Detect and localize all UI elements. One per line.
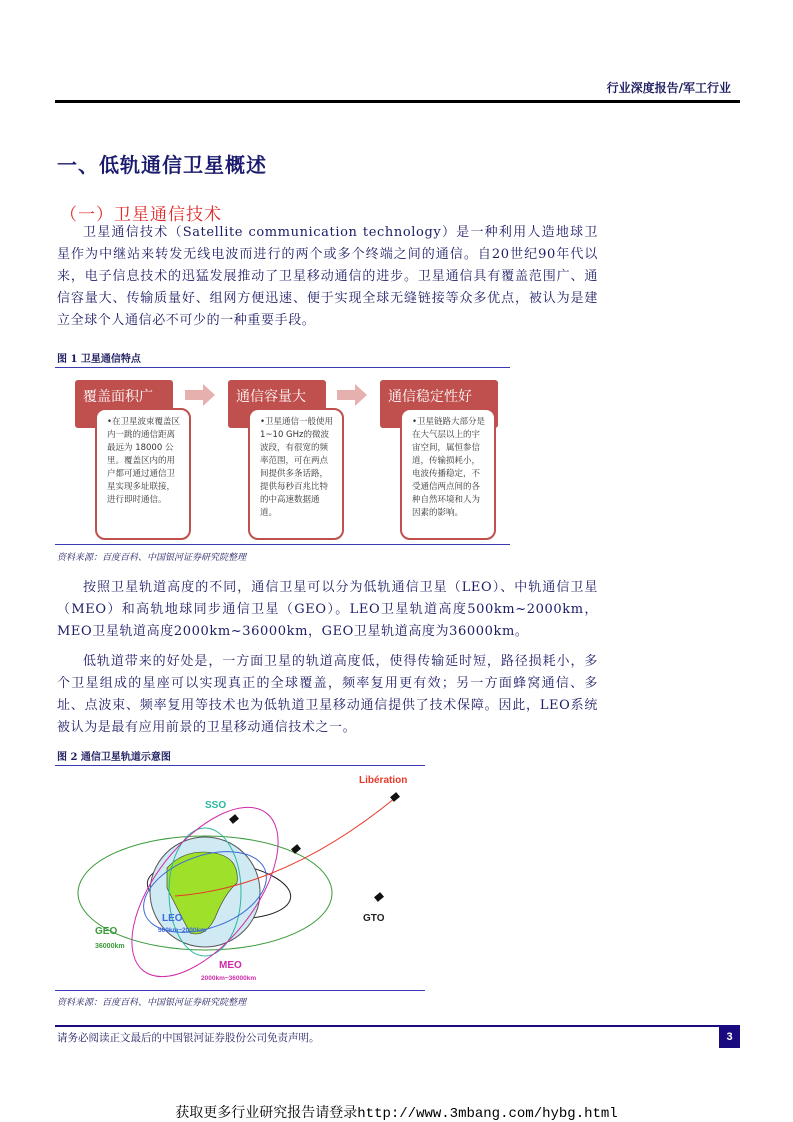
- label-leo: LEO: [162, 913, 183, 924]
- card-text: •卫星链路大部分是在大气层以上的宇宙空间，属恒参信道，传输损耗小，电波传播稳定，不受通信两点间的各种自然环境和人为因素的影响。: [400, 408, 496, 540]
- figure-1-top-rule: [55, 367, 510, 368]
- label-geo: GEO: [95, 926, 118, 937]
- figure-2-caption: 图 2 通信卫星轨道示意图: [57, 752, 171, 763]
- paragraph-3: 低轨道带来的好处是，一方面卫星的轨道高度低，使得传输延时短，路径损耗小，多个卫星组成的星座可以实现真正的全球覆盖，频率复用更有效；另一方面蜂窝通信、多址、点波束、频率复用等技术也为低轨道卫星移动通信提供了技术保障。因此，LEO系统被认为是最有应用前景的卫星移动通信技术之一。: [57, 654, 598, 735]
- footer-divider: [55, 1025, 740, 1027]
- label-sso: SSO: [205, 800, 227, 811]
- card-text: •卫星通信一般使用1~10 GHz的微波波段，有很宽的频率范围，可在两点间提供多条话路，提供每秒百兆比特的中高速数据通道。: [248, 408, 344, 540]
- footer-disclaimer: 请务必阅读正文最后的中国银河证券股份公司免责声明。: [57, 1032, 320, 1044]
- card-title: 通信容量大: [228, 380, 326, 428]
- label-leo-altitude: 500km~2000km: [158, 927, 206, 934]
- figure-1-source: 资料来源：百度百科、中国银河证券研究院整理: [57, 553, 247, 563]
- card-title: 覆盖面积广: [75, 380, 173, 428]
- page-number: 3: [719, 1026, 740, 1048]
- arrow-right-icon: [185, 384, 217, 406]
- label-gto: GTO: [363, 913, 385, 924]
- section-title: 一、低轨通信卫星概述: [57, 153, 267, 177]
- paragraph-1: 卫星通信技术（Satellite communication technology）是一种利用人造地球卫星作为中继站来转发无线电波而进行的两个或多个终端之间的通信。自20世纪90年代以来，电子信息技术的迅猛发展推动了卫星移动通信的进步。卫星通信具有覆盖范围广、通信容量大、传输质量好、组网方便迅速、便于实现全球无缝链接等众多优点，被认为是建立全球个人通信必不可少的一种重要手段。: [57, 225, 598, 328]
- section-subtitle: （一）卫星通信技术: [60, 205, 222, 225]
- label-meo-altitude: 2000km~36000km: [201, 975, 257, 982]
- figure-1-caption: 图 1 卫星通信特点: [57, 354, 141, 365]
- figure-1-diagram: [55, 370, 510, 542]
- figure-2-bottom-rule: [55, 990, 425, 991]
- figure-1-bottom-rule: [55, 544, 510, 545]
- orbit-diagram: [55, 768, 425, 988]
- header-title: 行业深度报告/军工行业: [606, 81, 731, 95]
- header-divider: [55, 100, 740, 103]
- card-title: 通信稳定性好: [380, 380, 498, 428]
- card-text: •在卫星波束覆盖区内一跳的通信距离最远为 18000 公里。覆盖区内的用户都可通过通信卫星实现多址联接，进行即时通信。: [95, 408, 191, 540]
- paragraph-2: 按照卫星轨道高度的不同，通信卫星可以分为低轨通信卫星（LEO）、中轨通信卫星（MEO）和高轨地球同步通信卫星（GEO）。LEO卫星轨道高度500km~2000km，MEO卫星轨道高度2000km~36000km，GEO卫星轨道高度为36000km。: [57, 580, 598, 639]
- label-geo-altitude: 36000km: [95, 943, 125, 950]
- promo-link[interactable]: 获取更多行业研究报告请登录http://www.3mbang.com/hybg.html: [175, 1106, 618, 1122]
- arrow-right-icon: [337, 384, 369, 406]
- figure-2-source: 资料来源：百度百科、中国银河证券研究院整理: [57, 998, 247, 1008]
- figure-2-top-rule: [55, 765, 425, 766]
- label-liberation: Libération: [359, 775, 408, 786]
- label-meo: MEO: [219, 960, 242, 971]
